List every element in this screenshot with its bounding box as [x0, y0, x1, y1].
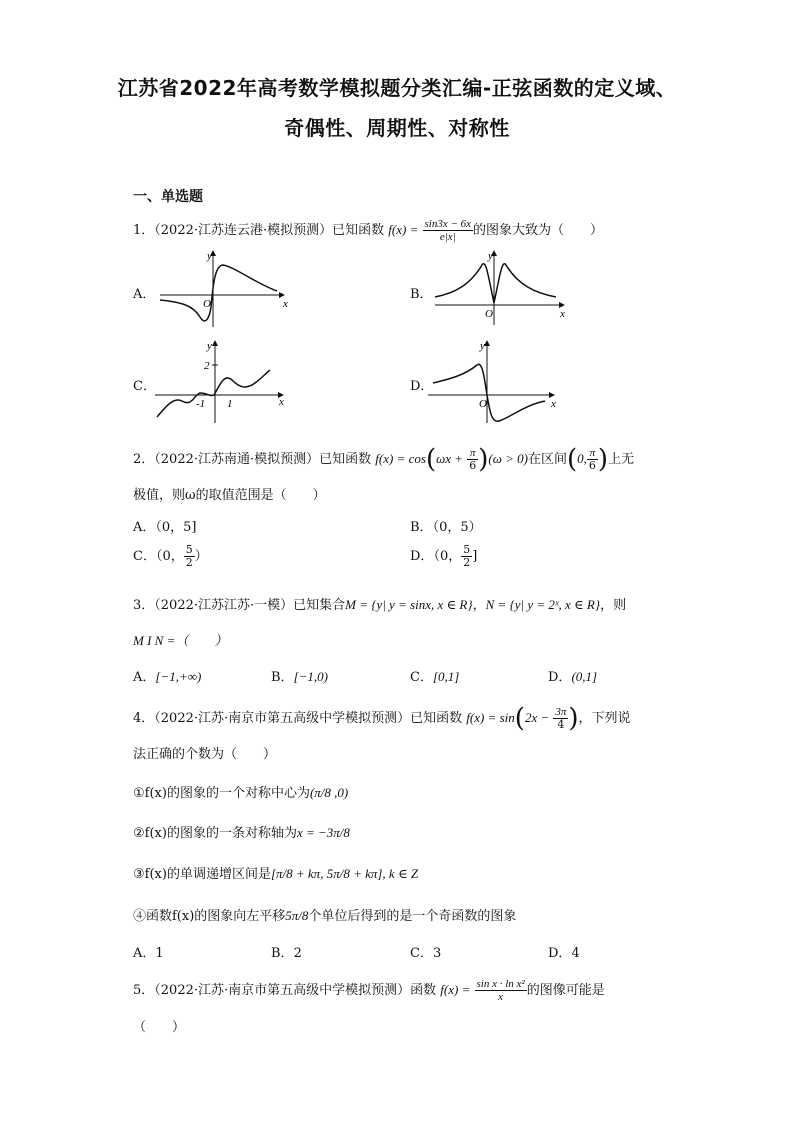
- q4-item-2: [133, 822, 350, 841]
- question-number: 5．: [133, 983, 155, 998]
- stem-text: 上无: [608, 452, 635, 467]
- origin-label: O: [479, 398, 487, 410]
- option-label: C．: [133, 549, 156, 564]
- stem-text: 的图像可能是: [526, 983, 605, 998]
- option-label: A．: [133, 670, 156, 685]
- paren-right: ): [568, 703, 579, 734]
- x-axis-label: x: [551, 398, 556, 410]
- stem-text: 在区间: [528, 452, 568, 467]
- option-label: A．: [133, 520, 156, 535]
- paren-right: ): [478, 444, 489, 475]
- question-2-line-2: 极值，则ω的取值范围是（ ）: [133, 488, 326, 503]
- item-formula: x = −3π/8: [296, 825, 350, 840]
- q4-option-d: [548, 942, 580, 961]
- option-label: B．: [271, 946, 294, 961]
- option-c-label: C．: [133, 379, 156, 394]
- fraction-denominator: e|x|: [439, 231, 456, 243]
- fraction-denominator: 2: [185, 556, 193, 569]
- option-text: [−1,0): [293, 669, 328, 684]
- q4-item-4: [133, 905, 516, 924]
- stem-text: 已知函数: [332, 223, 385, 238]
- option-text: 3: [432, 946, 442, 961]
- q2-option-b: [410, 516, 482, 535]
- set-n: N = {y| y = 2ˣ, x ∈ R}: [485, 597, 601, 612]
- graph-option-a: [155, 245, 295, 330]
- q4-item-1: [133, 782, 348, 801]
- item-formula: 5π/8: [285, 908, 309, 923]
- fraction-numerator: 5: [185, 543, 193, 556]
- question-2-stem: [133, 444, 635, 475]
- fraction-denominator: x: [498, 991, 504, 1003]
- x-axis-label: x: [560, 308, 565, 320]
- option-text: （0，: [155, 549, 184, 564]
- tick-label-neg-1: -1: [196, 398, 206, 410]
- fraction: [553, 706, 568, 731]
- question-4-line-2: 法正确的个数为（ ）: [133, 747, 277, 762]
- q3-option-d: [548, 666, 597, 685]
- x-axis-label: x: [283, 298, 288, 310]
- formula: ωx +: [436, 451, 464, 466]
- option-label: B．: [271, 670, 294, 685]
- formula: f(x) =: [440, 982, 471, 997]
- option-text: [0,1]: [432, 669, 460, 684]
- fraction-denominator: 6: [588, 459, 596, 472]
- question-3-line-2: M I N =（ ）: [133, 633, 228, 648]
- stem-text: 已知函数: [410, 711, 463, 726]
- y-axis-label: y: [488, 250, 493, 262]
- fraction-denominator: 4: [557, 718, 565, 731]
- fraction-numerator: π: [587, 447, 598, 460]
- tick-label-1: 1: [227, 398, 233, 410]
- section-heading: 一、单选题: [133, 189, 203, 205]
- q2-option-d: [410, 544, 477, 569]
- graph-option-c: [152, 335, 297, 425]
- stem-text: 已知集合: [293, 598, 346, 613]
- fraction-numerator: π: [467, 447, 478, 460]
- option-label: D．: [410, 549, 434, 564]
- formula: f(x) =: [388, 222, 419, 237]
- formula: (ω > 0): [488, 451, 528, 466]
- stem-text: 的图象大致为（ ）: [473, 223, 604, 238]
- q4-item-3: [133, 863, 418, 882]
- question-number: 4．: [133, 711, 155, 726]
- fraction: [467, 447, 478, 472]
- option-text: 1: [155, 946, 164, 961]
- option-label: C．: [410, 670, 433, 685]
- question-1-stem: [133, 218, 603, 243]
- tick-label-2: 2: [204, 360, 210, 372]
- option-label: B．: [410, 520, 433, 535]
- fraction-numerator: sin x · ln x²: [476, 978, 525, 990]
- question-number: 1．: [133, 223, 155, 238]
- item-text: ①f(x)的图象的一个对称中心为: [133, 786, 310, 801]
- q4-option-a: [133, 942, 164, 961]
- item-text: ③f(x)的单调递增区间是: [133, 867, 271, 882]
- option-text: (0,1]: [571, 669, 598, 684]
- question-number: 2．: [133, 452, 155, 467]
- option-label: D．: [548, 670, 572, 685]
- formula: 2x −: [524, 710, 550, 725]
- q3-option-a: [133, 666, 201, 685]
- option-text: 4: [571, 946, 580, 961]
- option-label: D．: [548, 946, 572, 961]
- item-text: ④函数f(x)的图象向左平移: [133, 909, 286, 924]
- origin-label: O: [203, 298, 211, 310]
- fraction-numerator: sin3x − 6x: [424, 218, 472, 230]
- doc-title-line-2: 奇偶性、周期性、对称性: [284, 116, 510, 140]
- q2-option-c: [133, 544, 208, 569]
- option-text: ]: [472, 549, 478, 564]
- item-formula: (π/8 ,0): [309, 785, 349, 800]
- option-text: [−1,+∞): [155, 669, 202, 684]
- fraction-denominator: 2: [463, 556, 471, 569]
- question-source: （2022·江苏南通·模拟预测）: [154, 452, 320, 467]
- set-m: M = {y| y = sinx, x ∈ R}: [345, 597, 473, 612]
- formula: f(x) = sin: [466, 710, 515, 725]
- q4-option-c: [410, 942, 441, 961]
- stem-text: 已知函数: [319, 452, 372, 467]
- option-text: ）: [194, 549, 208, 564]
- y-axis-label: y: [207, 340, 212, 352]
- stem-text: ，则: [600, 598, 627, 613]
- option-label: A．: [133, 946, 156, 961]
- question-source: （2022·江苏·南京市第五高级中学模拟预测）: [154, 711, 411, 726]
- option-text: （0，: [433, 549, 462, 564]
- stem-text: ，: [472, 598, 486, 613]
- question-5-stem: [133, 978, 605, 1003]
- q2-option-a: [133, 516, 197, 535]
- question-4-stem: [133, 703, 631, 734]
- q3-option-c: [410, 666, 459, 685]
- fraction-denominator: 6: [469, 459, 477, 472]
- stem-text: 函数: [410, 983, 437, 998]
- q3-option-b: [271, 666, 328, 685]
- question-5-line-2: （ ）: [133, 1020, 186, 1035]
- paren-left: (: [425, 444, 437, 475]
- doc-title-line-1: 江苏省2022年高考数学模拟题分类汇编-正弦函数的定义域、: [117, 76, 677, 100]
- fraction: [475, 978, 527, 1003]
- fraction-numerator: 5: [463, 543, 471, 556]
- option-text: （0，5）: [432, 520, 482, 535]
- q4-option-b: [271, 942, 302, 961]
- fraction: [184, 544, 195, 569]
- question-number: 3．: [133, 598, 155, 613]
- formula: f(x) = cos: [375, 451, 426, 466]
- fraction: [587, 447, 598, 472]
- origin-label: O: [485, 308, 493, 320]
- question-source: （2022·江苏·南京市第五高级中学模拟预测）: [154, 983, 411, 998]
- y-axis-label: y: [480, 340, 485, 352]
- fraction-numerator: 3π: [555, 706, 567, 718]
- paren-left: (: [514, 703, 525, 734]
- item-text: 个单位后得到的是一个奇函数的图象: [308, 909, 517, 924]
- graph-option-d: [425, 335, 565, 425]
- fraction: [461, 544, 472, 569]
- paren-left: (: [567, 444, 578, 475]
- option-text: 2: [293, 946, 302, 961]
- question-3-stem: [133, 594, 626, 613]
- x-axis-label: x: [279, 396, 284, 408]
- formula: 0,: [577, 451, 587, 466]
- y-axis-label: y: [207, 250, 212, 262]
- option-a-label: A．: [133, 287, 156, 302]
- graph-option-b: [430, 245, 570, 330]
- paren-right: ): [597, 444, 609, 475]
- item-text: ②f(x)的图象的一条对称轴为: [133, 826, 297, 841]
- stem-text: ，下列说: [578, 711, 631, 726]
- option-d-label: D．: [410, 379, 434, 394]
- question-source: （2022·江苏连云港·模拟预测）: [154, 223, 333, 238]
- question-source: （2022·江苏江苏·一模）: [154, 598, 294, 613]
- fraction: [423, 218, 474, 243]
- option-label: C．: [410, 946, 433, 961]
- item-formula: [π/8 + kπ, 5π/8 + kπ], k ∈ Z: [270, 866, 419, 881]
- option-b-label: B．: [410, 287, 433, 302]
- option-text: （0，5]: [155, 520, 197, 535]
